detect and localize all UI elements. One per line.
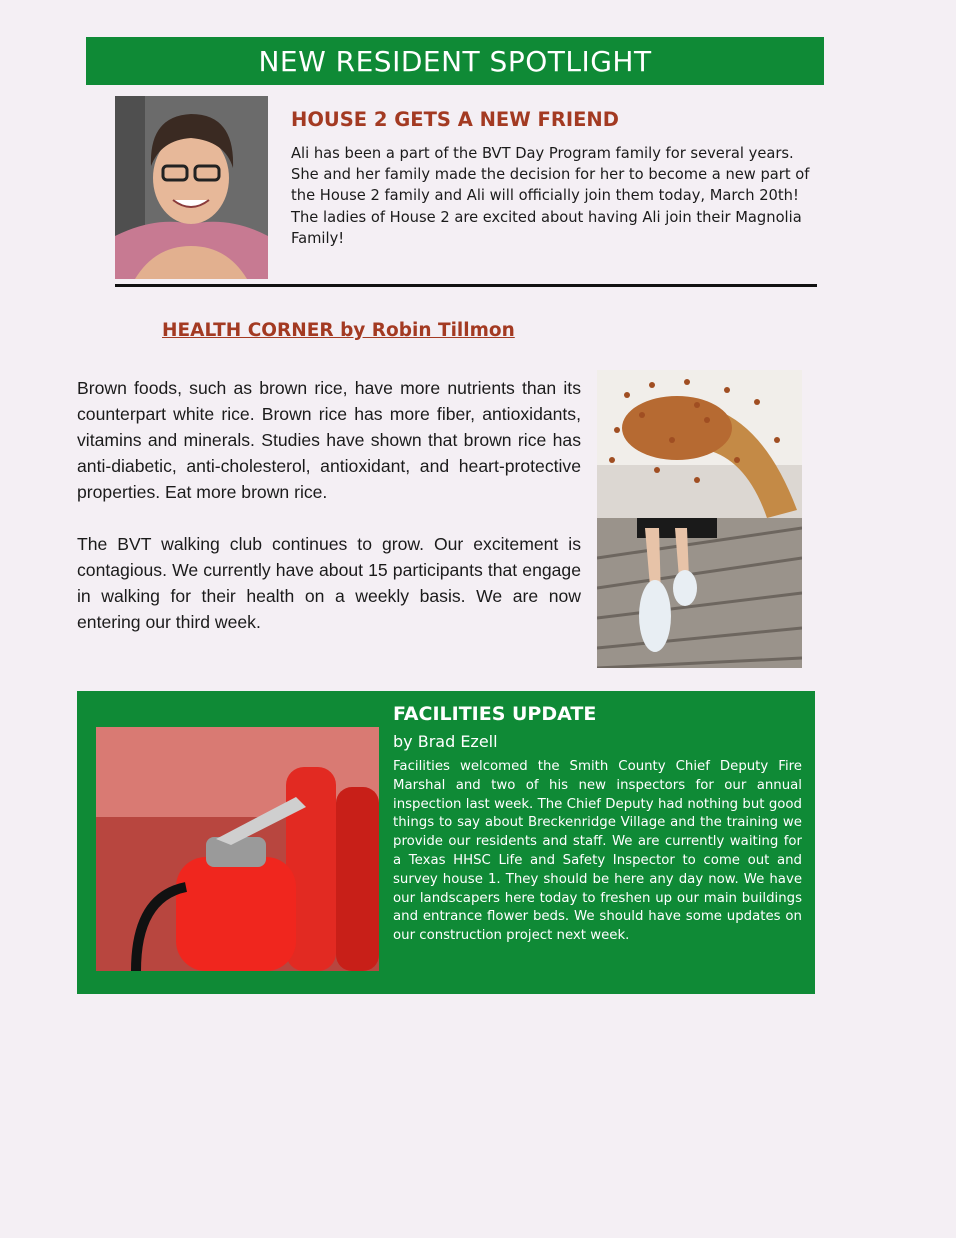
spotlight-body: Ali has been a part of the BVT Day Program family for several years. She and her family made the decision for her to become a new part of the House 2 family and Ali will officially join them today, March 20th! The ladies of House 2 are excited about having Ali join their Magnolia Family! xyxy=(291,145,810,247)
facilities-heading: FACILITIES UPDATE xyxy=(393,703,597,725)
facilities-panel xyxy=(77,691,815,994)
facilities-body: Facilities welcomed the Smith County Chief Deputy Fire Marshal and two of his new inspectors for our annual inspection last week. The Chief Deputy had nothing but good things to say about Breckenridge Village and the training we provide our residents and staff. We are currently waiting for a Texas HHSC Life and Safety Inspector to come out and survey house 1. They should be here any day now. We have our landscapers here today to freshen up our main buildings and entrance flower beds. We should have some updates on our construction project next week. xyxy=(393,759,802,944)
spotlight-banner xyxy=(86,37,824,85)
facilities-byline: by Brad Ezell xyxy=(393,732,498,751)
resident-photo xyxy=(115,96,268,279)
health-paragraph: Brown foods, such as brown rice, have more nutrients than its counterpart white rice. Brown rice has more fiber, antioxidants, vitamins and minerals. Studies have shown that brown rice has anti-diabetic, anti-cholesterol, antioxidant, and heart-protective properties. Eat more brown rice. xyxy=(77,378,581,502)
health-paragraph: The BVT walking club continues to grow. Our excitement is contagious. We currently have about 15 participants that engage in walking for their health on a weekly basis. We are now entering our third week. xyxy=(77,534,581,632)
brown-rice-image xyxy=(597,370,802,518)
banner-title: NEW RESIDENT SPOTLIGHT xyxy=(258,44,652,78)
fire-extinguisher-image xyxy=(96,727,379,971)
walking-image xyxy=(597,518,802,668)
spotlight-heading: HOUSE 2 GETS A NEW FRIEND xyxy=(291,108,619,131)
health-heading: HEALTH CORNER by Robin Tillmon xyxy=(162,320,515,341)
section-divider xyxy=(115,284,817,287)
health-body xyxy=(77,375,581,635)
